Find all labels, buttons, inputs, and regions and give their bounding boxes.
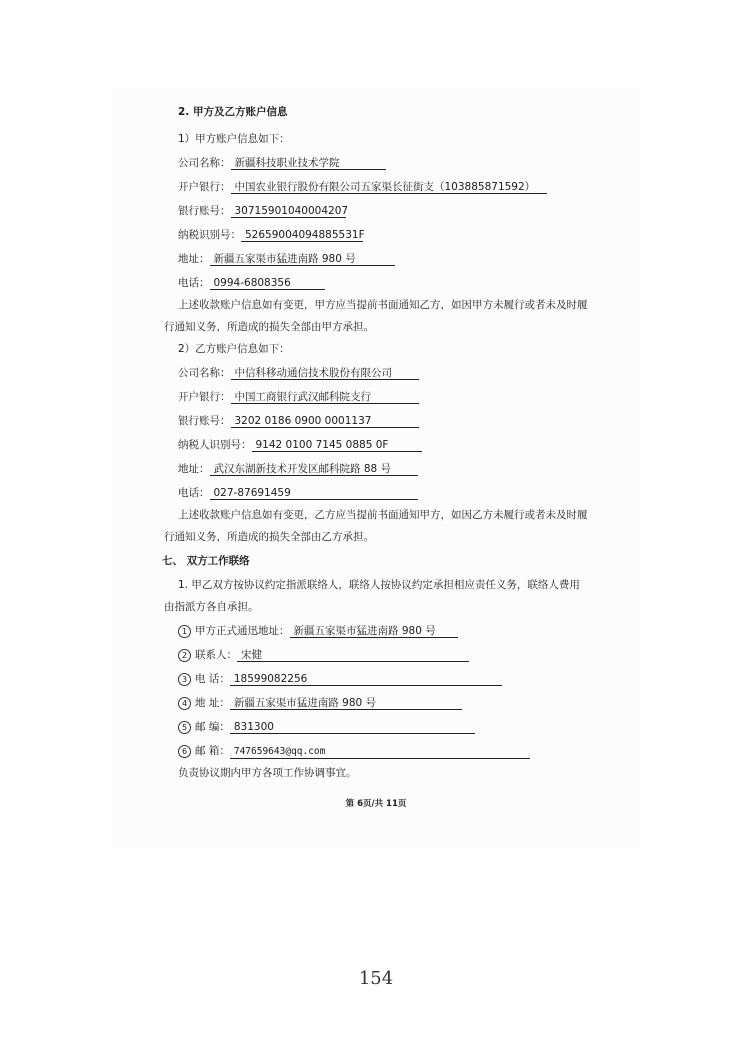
section-7-heading: 七、 双方工作联络 — [162, 555, 250, 567]
contact-item-label: 邮 箱： — [195, 745, 230, 757]
contact-item-email — [178, 744, 530, 759]
party-b-bank-row — [178, 390, 419, 404]
party-b-company-row — [178, 366, 419, 380]
contact-item-value: 宋健 — [237, 648, 469, 662]
page-footer: 第 6页/共 11页 — [345, 799, 407, 809]
contact-item-label: 邮 编： — [195, 721, 230, 733]
party-b-address-value: 武汉东湖新技术开发区邮科院路 88 号 — [210, 462, 418, 476]
party-b-address-row — [178, 462, 418, 476]
party-a-phone-label: 电话： — [178, 277, 210, 289]
party-a-company-label: 公司名称： — [178, 157, 231, 169]
party-b-tax-label: 纳税人识别号： — [178, 439, 252, 451]
contact-item-value: 18599082256 — [230, 672, 502, 686]
contact-item-value: 新疆五家渠市猛进南路 980 号 — [290, 624, 458, 638]
contact-item-value: 747659643@qq.com — [230, 745, 530, 759]
party-a-tax-value: 52659004094885531F — [241, 228, 363, 242]
party-b-phone-value: 027-87691459 — [210, 486, 418, 500]
closing-text: 负责协议期内甲方各项工作协调事宜。 — [178, 767, 357, 779]
section-2-heading: 2. 甲方及乙方账户信息 — [178, 106, 288, 118]
contact-item-address — [178, 696, 462, 710]
party-a-tax-row — [178, 228, 363, 242]
party-a-address-row — [178, 252, 395, 266]
party-a-account-label: 银行账号： — [178, 205, 231, 217]
party-b-note — [164, 504, 598, 548]
party-b-tax-row — [178, 438, 422, 452]
contact-item-person — [178, 648, 469, 662]
party-a-company-value: 新疆科技职业技术学院 — [231, 156, 386, 170]
party-b-company-value: 中信科移动通信技术股份有限公司 — [231, 366, 419, 380]
circled-number: 1 — [178, 625, 191, 638]
party-a-address-value: 新疆五家渠市猛进南路 980 号 — [210, 252, 395, 266]
party-a-bank-label: 开户银行： — [178, 181, 231, 193]
party-a-intro: 1）甲方账户信息如下： — [178, 133, 290, 145]
party-b-account-value: 3202 0186 0900 0001137 — [231, 414, 419, 428]
party-b-phone-row — [178, 486, 418, 500]
party-b-bank-label: 开户银行： — [178, 391, 231, 403]
party-a-bank-value: 中国农业银行股份有限公司五家渠长征街支（103885871592） — [231, 180, 547, 194]
party-a-note-line-1: 上述收款账户信息如有变更，甲方应当提前书面通知乙方，如因甲方未履行或者未及时履 — [178, 299, 588, 311]
party-a-phone-value: 0994-6808356 — [210, 276, 325, 290]
contact-item-value: 新疆五家渠市猛进南路 980 号 — [230, 696, 462, 710]
contact-item-label: 地 址： — [195, 697, 230, 709]
party-b-phone-label: 电话： — [178, 487, 210, 499]
contact-item-address-a — [178, 624, 458, 638]
contact-item-phone — [178, 672, 502, 686]
circled-number: 6 — [178, 745, 191, 758]
circled-number: 4 — [178, 697, 191, 710]
party-a-note-line-2: 行通知义务，所造成的损失全部由甲方承担。 — [164, 321, 374, 333]
party-a-phone-row — [178, 276, 325, 290]
party-b-address-label: 地址： — [178, 463, 210, 475]
party-a-note — [164, 294, 598, 338]
party-b-note-line-1: 上述收款账户信息如有变更，乙方应当提前书面通知甲方，如因乙方未履行或者未及时履 — [178, 509, 588, 521]
party-b-tax-value: 9142 0100 7145 0885 0F — [252, 438, 422, 452]
circled-number: 2 — [178, 649, 191, 662]
party-b-bank-value: 中国工商银行武汉邮科院支行 — [231, 390, 419, 404]
section-7-intro-line-2: 由指派方各自承担。 — [164, 601, 259, 613]
contact-item-label: 联系人： — [195, 649, 237, 661]
section-7-intro-line-1: 1. 甲乙双方按协议约定指派联络人，联络人按协议约定承担相应责任义务，联络人费用 — [178, 579, 580, 591]
party-a-company-row — [178, 156, 386, 170]
contact-item-label: 甲方正式通迅地址： — [195, 625, 290, 637]
party-b-account-label: 银行账号： — [178, 415, 231, 427]
contact-item-value: 831300 — [230, 720, 475, 734]
party-a-account-value: 30715901040004207 — [231, 204, 346, 218]
section-7-intro — [164, 574, 598, 618]
party-a-tax-label: 纳税识别号： — [178, 229, 241, 241]
circled-number: 5 — [178, 721, 191, 734]
contact-item-label: 电 话： — [195, 673, 230, 685]
page-number: 154 — [358, 968, 394, 989]
party-a-address-label: 地址： — [178, 253, 210, 265]
party-b-note-line-2: 行通知义务，所造成的损失全部由乙方承担。 — [164, 531, 374, 543]
party-b-company-label: 公司名称： — [178, 367, 231, 379]
contact-item-postcode — [178, 720, 475, 734]
party-b-intro: 2）乙方账户信息如下： — [178, 343, 290, 355]
party-a-account-row — [178, 204, 349, 218]
party-a-bank-row — [178, 180, 547, 194]
party-b-account-row — [178, 414, 419, 428]
circled-number: 3 — [178, 673, 191, 686]
